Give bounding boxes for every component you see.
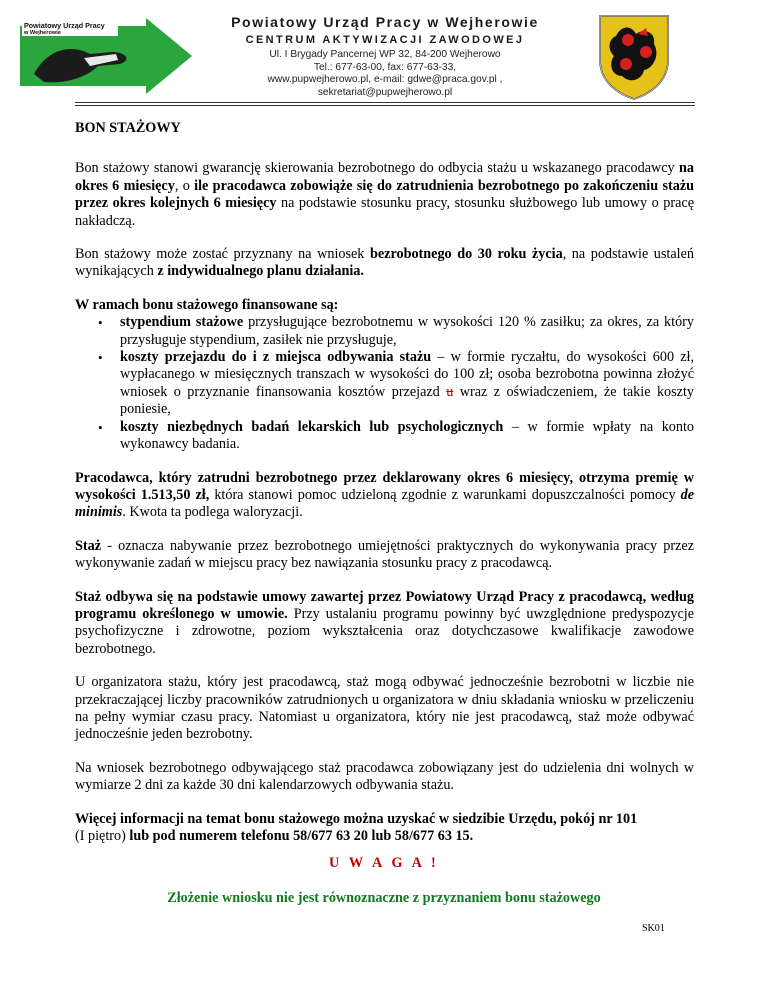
warning-title: U W A G A ! [329,855,439,871]
p1-c: , o [174,177,195,194]
p3-a: Pracodawca, który zatrudni bezrobotnego przez deklarowany okres 6 miesięcy, otrzyma premię w wysokości 1.513,50 zł, [75,469,694,503]
office-phone: Tel.: 677-63-00, fax: 677-63-33, [313,61,457,73]
document-code: SK01 [642,923,665,934]
p3-d: . Kwota ta podlega waloryzacji. [122,504,303,521]
p3-b: która stanowi pomoc udzieloną zgodnie z warunkami dopuszczalności pomocy [209,486,681,503]
p1-d: ile pracodawca zobowiąże się do zatrudnienia bezrobotnego po zakończeniu stażu przez okres kolejnych 6 miesięcy [75,177,695,212]
financed-list [75,314,694,453]
p8-b: (I piętro) [75,828,126,844]
pup-logo [20,18,192,94]
paragraph-organizer: U organizatora stażu, który jest pracodawcą, staż mogą odbywać jednocześnie bezrobotni w liczbie nie przekraczającej liczby pracowników zatrudnionych u organizatora w dniu składania wniosku w przeliczeniu na pełny wymiar czasu pracy. Natomiast u organizatora, który nie jest pracodawcą, staż może odbywać jednocześnie jeden bezrobotny. [75,674,694,743]
list-item [75,314,694,349]
office-web-email: www.pupwejherowo.pl, e-mail: gdwe@praca.gov.pl , [267,74,503,86]
header-rule-thin [75,105,695,106]
p5-a: Staż odbywa się na podstawie umowy zawartej przez Powiatowy Urząd Pracy z pracodawcą, według programu określonego w umowie. [75,588,694,622]
b1-rest: przysługujące bezrobotnemu w wysokości 120 % zasiłku; za okres, za który przysługuje stypendium, zasiłek nie przysługuje, [120,314,694,348]
p8-c: lub pod numerem telefonu 58/677 63 20 lub 58/677 63 15. [125,828,474,844]
p1-b: na okres 6 miesięcy [75,160,694,194]
document-body [75,120,694,845]
list-item [75,419,694,454]
p3-c: de minimis [75,486,695,521]
center-name: CENTRUM AKTYWIZACJI ZAWODOWEJ [245,34,525,46]
paragraph-days-off: Na wniosek bezrobotnego odbywającego staż pracodawca zobowiązany jest do udzielenia dni wolnych w wymiarze 2 dni za każde 30 dni kalendarzowych odbywania stażu. [75,759,694,794]
paragraph-premium [75,470,694,522]
letterhead [190,14,580,99]
office-name: Powiatowy Urząd Pracy w Wejherowie [231,14,539,30]
b3-rest: – w formie wpłaty na konto wykonawcy badania. [120,418,695,453]
p1-e: na podstawie stosunku pracy, stosunku służbowego lub umowy o pracę nakładczą. [75,195,694,229]
p5-b: Przy ustalaniu programu powinny być uwzględnione predyspozycje psychofizyczne i zdrowotne, poziom wykształcenia oraz dotychczasowe kwalifikacje zawodowe bezrobotnego. [75,605,694,657]
paragraph-eligibility [75,246,694,281]
paragraph-contact [75,811,694,846]
p2-c: , na podstawie ustaleń wynikających [75,246,694,280]
p4-b: - oznacza nabywanie przez bezrobotnego umiejętności praktycznych do wykonywania pracy przez wykonywanie zadań w miejscu pracy bez nawiązania stosunku pracy z pracodawcą. [75,537,694,572]
paragraph-definition [75,538,694,573]
office-secretariat-email: sekretariat@pupwejherowo.pl [317,86,453,98]
p2-b: bezrobotnego do 30 roku życia [369,246,563,263]
financed-heading [75,297,694,314]
coat-of-arms-icon [598,14,670,100]
office-address: Ul. I Brygady Pancernej WP 32, 84-200 Wejherowo [269,49,501,60]
p2-a: Bon stażowy może zostać przyznany na wniosek [75,246,370,263]
b2-end: wraz z oświadczeniem, że takie koszty poniesie, [120,383,694,418]
logo-text-line1: Powiatowy Urząd Pracy [24,21,105,30]
financed-heading-text: W ramach bonu stażowego finansowane są: [75,296,339,313]
header-rule [75,102,695,103]
b2-bold: koszty przejazdu do i z miejsca odbywania stażu [120,349,432,366]
warning-text: Złożenie wniosku nie jest równoznaczne z przyznaniem bonu stażowego [167,890,601,906]
p2-d: z indywidualnego planu działania. [157,263,364,280]
p1-a: Bon stażowy stanowi gwarancję skierowania bezrobotnego do odbycia stażu u wskazanego pracodawcy [75,160,680,177]
list-item [75,349,694,419]
paragraph-agreement [75,589,694,659]
logo-text-line2: w Wejherowie [24,30,61,36]
b2-rest: – w formie ryczałtu, do wysokości 600 zł, wypłacanego w miesięcznych transzach w wysokości do 100 zł; osoba bezrobotna powinna złożyć wniosek o przyznanie finansowania kosztów przejazd [120,349,695,400]
b2-strike: u [446,383,454,400]
p4-a: Staż [75,537,102,554]
document-title: BON STAŻOWY [75,120,181,136]
b3-bold: koszty niezbędnych badań lekarskich lub psychologicznych [120,418,504,435]
paragraph-intro [75,160,694,230]
b1-bold: stypendium stażowe [120,314,244,331]
p8-a: Więcej informacji na temat bonu stażowego można uzyskać w siedzibie Urzędu, pokój nr 101 [75,810,638,827]
